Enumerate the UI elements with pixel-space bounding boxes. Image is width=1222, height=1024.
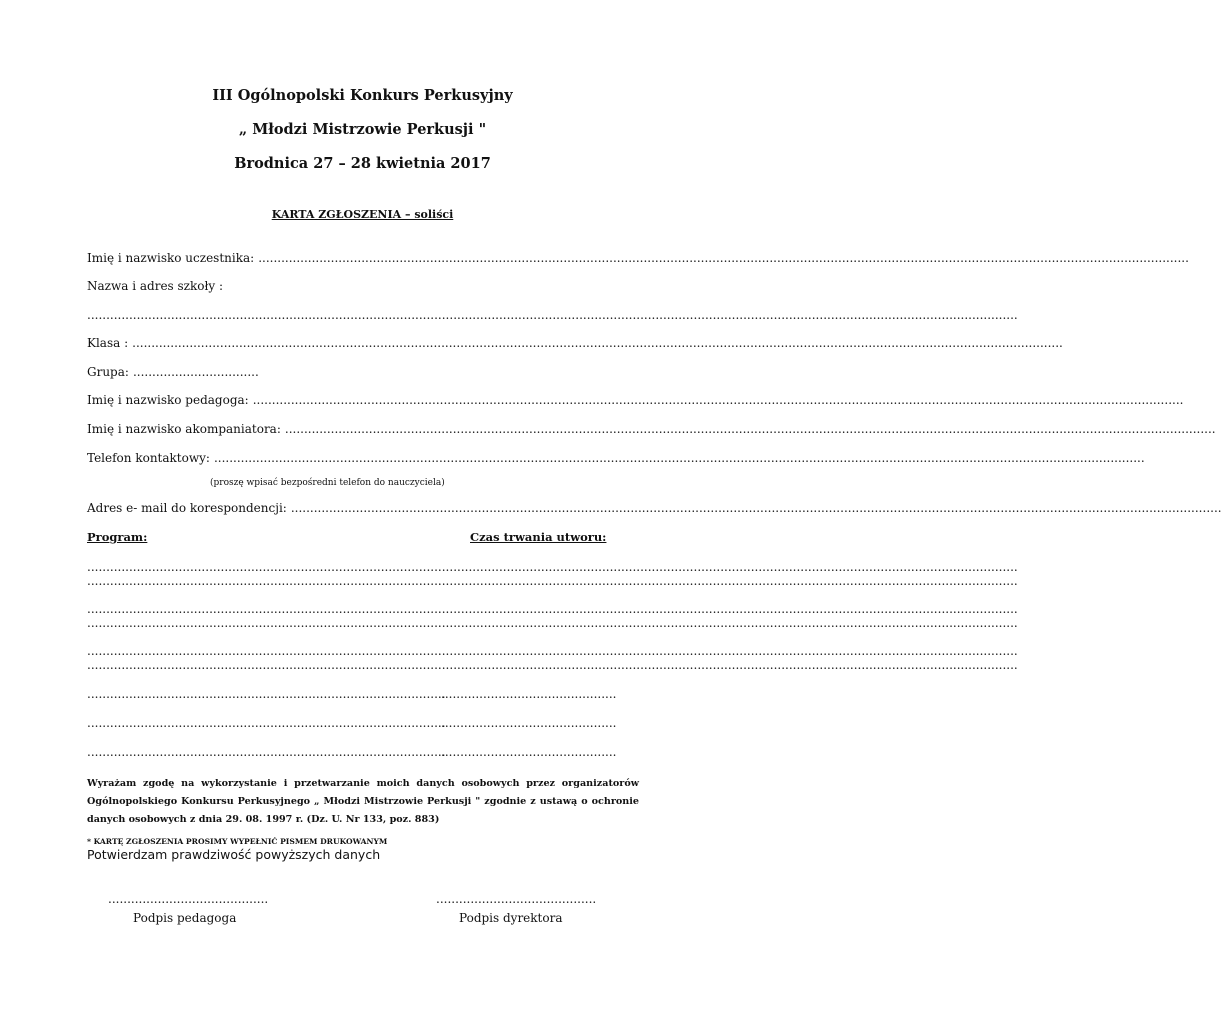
class-field[interactable]	[87, 336, 1063, 352]
phone-field[interactable]	[87, 451, 1145, 467]
teacher-line[interactable]: ....................................................................................................................................................................................................................................................	[252, 393, 1184, 407]
phone-note: (proszę wpisać bezpośredni telefon do nauczyciela)	[210, 478, 445, 488]
program-line[interactable]: ....................................................................................................................................................................................................................................................	[87, 560, 1018, 574]
phone-label: Telefon kontaktowy:	[87, 451, 210, 465]
teacher-signature-label: Podpis pedagoga	[133, 911, 237, 925]
program-line[interactable]: ....................................................................................................................................................................................................................................................	[87, 602, 1018, 616]
participant-name-field[interactable]	[87, 251, 1189, 267]
form-title: KARTA ZGŁOSZENIA – soliści	[271, 208, 454, 221]
program-label: Program:	[87, 530, 148, 544]
group-line[interactable]: .................................	[132, 365, 259, 379]
accompanist-line[interactable]: ....................................................................................................................................................................................................................................................	[284, 422, 1216, 436]
teacher-signature-line[interactable]: ..........................................	[108, 892, 269, 906]
duration-line[interactable]: ..............................................	[441, 745, 617, 759]
group-field[interactable]	[87, 365, 636, 381]
email-line[interactable]: ....................................................................................................................................................................................................................................................	[290, 501, 1222, 515]
duration-line[interactable]: ..............................................	[441, 716, 617, 730]
school-label: Nazwa i adres szkoły :	[87, 279, 224, 293]
school-field	[87, 279, 636, 295]
director-signature-line[interactable]: ..........................................	[436, 892, 597, 906]
participant-name-label: Imię i nazwisko uczestnika:	[87, 251, 255, 265]
program-line[interactable]: ....................................................................................................................................................................................................................................................	[87, 574, 1018, 588]
teacher-label: Imię i nazwisko pedagoga:	[87, 393, 249, 407]
duration-line[interactable]: ..............................................	[441, 687, 617, 701]
email-label: Adres e- mail do korespondencji:	[87, 501, 287, 515]
phone-line[interactable]: ....................................................................................................................................................................................................................................................	[213, 451, 1145, 465]
class-line[interactable]: ....................................................................................................................................................................................................................................................	[132, 336, 1063, 350]
program-line-left[interactable]: ..............................................................................................	[87, 687, 446, 701]
program-line-left[interactable]: ..............................................................................................	[87, 716, 446, 730]
program-line[interactable]: ....................................................................................................................................................................................................................................................	[87, 644, 1018, 658]
consent-text: Wyrażam zgodę na wykorzystanie i przetwarzanie moich danych osobowych przez organizatorów Ogólnopolskiego Konkursu Perkusyjnego „ Młodzi Mistrzowie Perkusji " zgodnie z ustawą o ochronie danych osobowych z dnia 29. 08. 1997 r. (Dz. U. Nr 133, poz. 883)	[87, 778, 639, 825]
contest-subtitle: „ Młodzi Mistrzowie Perkusji "	[238, 121, 487, 138]
class-label: Klasa :	[87, 336, 129, 350]
program-line[interactable]: ....................................................................................................................................................................................................................................................	[87, 658, 1018, 672]
participant-name-line[interactable]: ....................................................................................................................................................................................................................................................	[258, 251, 1189, 265]
teacher-field[interactable]	[87, 393, 1184, 409]
print-letters-note: * KARTĘ ZGŁOSZENIA PROSIMY WYPEŁNIĆ PISMEM DRUKOWANYM	[87, 837, 388, 846]
director-signature-label: Podpis dyrektora	[459, 911, 563, 925]
duration-label: Czas trwania utworu:	[470, 530, 607, 544]
school-line[interactable]: ....................................................................................................................................................................................................................................................	[87, 308, 1018, 322]
accompanist-label: Imię i nazwisko akompaniatora:	[87, 422, 281, 436]
group-label: Grupa:	[87, 365, 129, 379]
contest-date-place: Brodnica 27 – 28 kwietnia 2017	[234, 155, 491, 172]
email-field[interactable]	[87, 501, 1222, 517]
accompanist-field[interactable]	[87, 422, 1216, 438]
program-line[interactable]: ....................................................................................................................................................................................................................................................	[87, 616, 1018, 630]
program-line-left[interactable]: ..............................................................................................	[87, 745, 446, 759]
confirm-data-text: Potwierdzam prawdziwość powyższych danych	[87, 847, 381, 862]
contest-title: III Ogólnopolski Konkurs Perkusyjny	[212, 87, 513, 104]
